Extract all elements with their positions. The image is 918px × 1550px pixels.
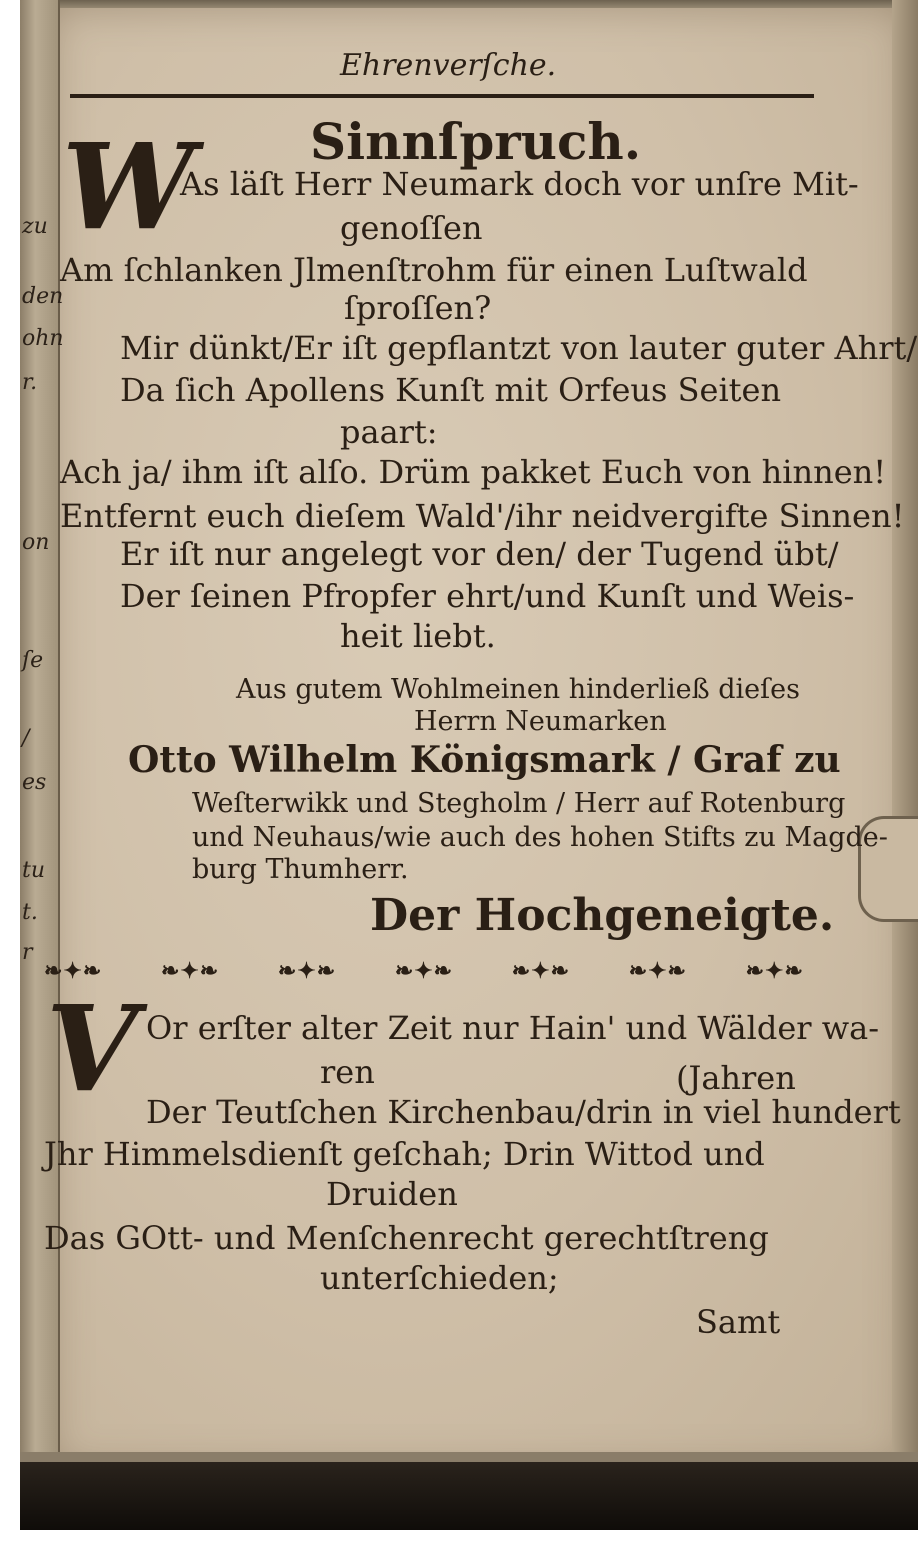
margin-fragment: on <box>22 530 50 555</box>
scan-bottom-border <box>20 1462 918 1530</box>
running-header: Ehrenverſche. <box>340 48 557 83</box>
poem-line: Entfernt euch dieſem Wald'/ihr neidvergifte Sinnen! <box>60 497 905 535</box>
catchword: Samt <box>696 1303 781 1341</box>
margin-fragment: tu <box>22 858 46 883</box>
previous-page-edge <box>20 0 64 1530</box>
poem-line: Or erſter alter Zeit nur Hain' und Wälder wa- <box>146 1009 880 1047</box>
ornament: ❧✦❧ <box>277 958 337 984</box>
poem-line: Jhr Himmelsdienſt geſchah; Drin Wittod und <box>44 1135 765 1173</box>
ornament: ❧✦❧ <box>745 958 804 984</box>
poem-line: ſproſſen? <box>344 289 492 327</box>
author-name: Otto Wilhelm Königsmark / Graf zu <box>128 739 841 781</box>
poem-line: As läſt Herr Neumark doch vor unſre Mit- <box>180 165 859 203</box>
poem-line: Mir dünkt/Er iſt gepflantzt von lauter guter Ahrt/ <box>120 329 918 367</box>
right-page-shadow <box>892 0 918 1530</box>
dedication-line: Weſterwikk und Stegholm / Herr auf Rotenburg <box>192 788 846 819</box>
margin-fragment: zu <box>22 214 48 239</box>
ornament: ❧✦❧ <box>511 958 571 984</box>
poem-line: Der Teutſchen Kirchenbau/drin in viel hundert <box>146 1093 901 1131</box>
dedication-line: und Neuhaus/wie auch des hohen Stifts zu Magde- <box>192 822 888 853</box>
header-rule <box>70 94 814 98</box>
poem-line: Der ſeinen Pfropfer ehrt/und Kunſt und Weis- <box>120 577 855 615</box>
poem-line: heit liebt. <box>340 617 496 655</box>
margin-fragment: t. <box>22 900 38 925</box>
poem-line: Am ſchlanken Jlmenſtrohm für einen Luſtwald <box>60 251 808 289</box>
ornament: ❧✦❧ <box>394 958 454 984</box>
poem-line: Ach ja/ ihm iſt alſo. Drüm pakket Euch von hinnen! <box>60 453 887 491</box>
decorated-initial: W <box>62 117 195 256</box>
margin-fragment: ſe <box>22 648 44 673</box>
margin-fragment: ohn <box>22 326 64 351</box>
margin-fragment: r. <box>22 370 38 395</box>
poem-line: (Jahren <box>676 1059 796 1097</box>
section-title: Der Hochgeneigte. <box>370 890 835 941</box>
poem-line: paart: <box>340 413 438 451</box>
ornament: ❧✦❧ <box>160 958 220 984</box>
poem-line: Er iſt nur angelegt vor den/ der Tugend übt/ <box>120 535 839 573</box>
ornament: ❧✦❧ <box>628 958 687 984</box>
dedication-line: Herrn Neumarken <box>414 706 667 737</box>
margin-fragment: r <box>22 940 33 965</box>
poem-line: ren <box>320 1053 375 1091</box>
ornament: ❧✦❧ <box>44 958 103 984</box>
poem-line: unterſchieden; <box>320 1259 559 1297</box>
margin-fragment: / <box>22 726 30 751</box>
poem-line: Da ſich Apollens Kunſt mit Orfeus Seiten <box>120 371 782 409</box>
dedication-line: burg Thumherr. <box>192 854 409 885</box>
dedication-line: Aus gutem Wohlmeinen hinderließ dieſes <box>236 674 800 705</box>
ornament-border <box>44 958 804 984</box>
margin-fragment: es <box>22 770 47 795</box>
margin-fragment: den <box>22 284 64 309</box>
poem-line: Das GOtt- und Menſchenrecht gerechtſtreng <box>44 1219 769 1257</box>
poem-title: Sinnſpruch. <box>310 112 642 171</box>
poem-line: genoſſen <box>340 209 483 247</box>
decorated-initial: V <box>46 979 138 1118</box>
poem-line: Druiden <box>326 1175 458 1213</box>
